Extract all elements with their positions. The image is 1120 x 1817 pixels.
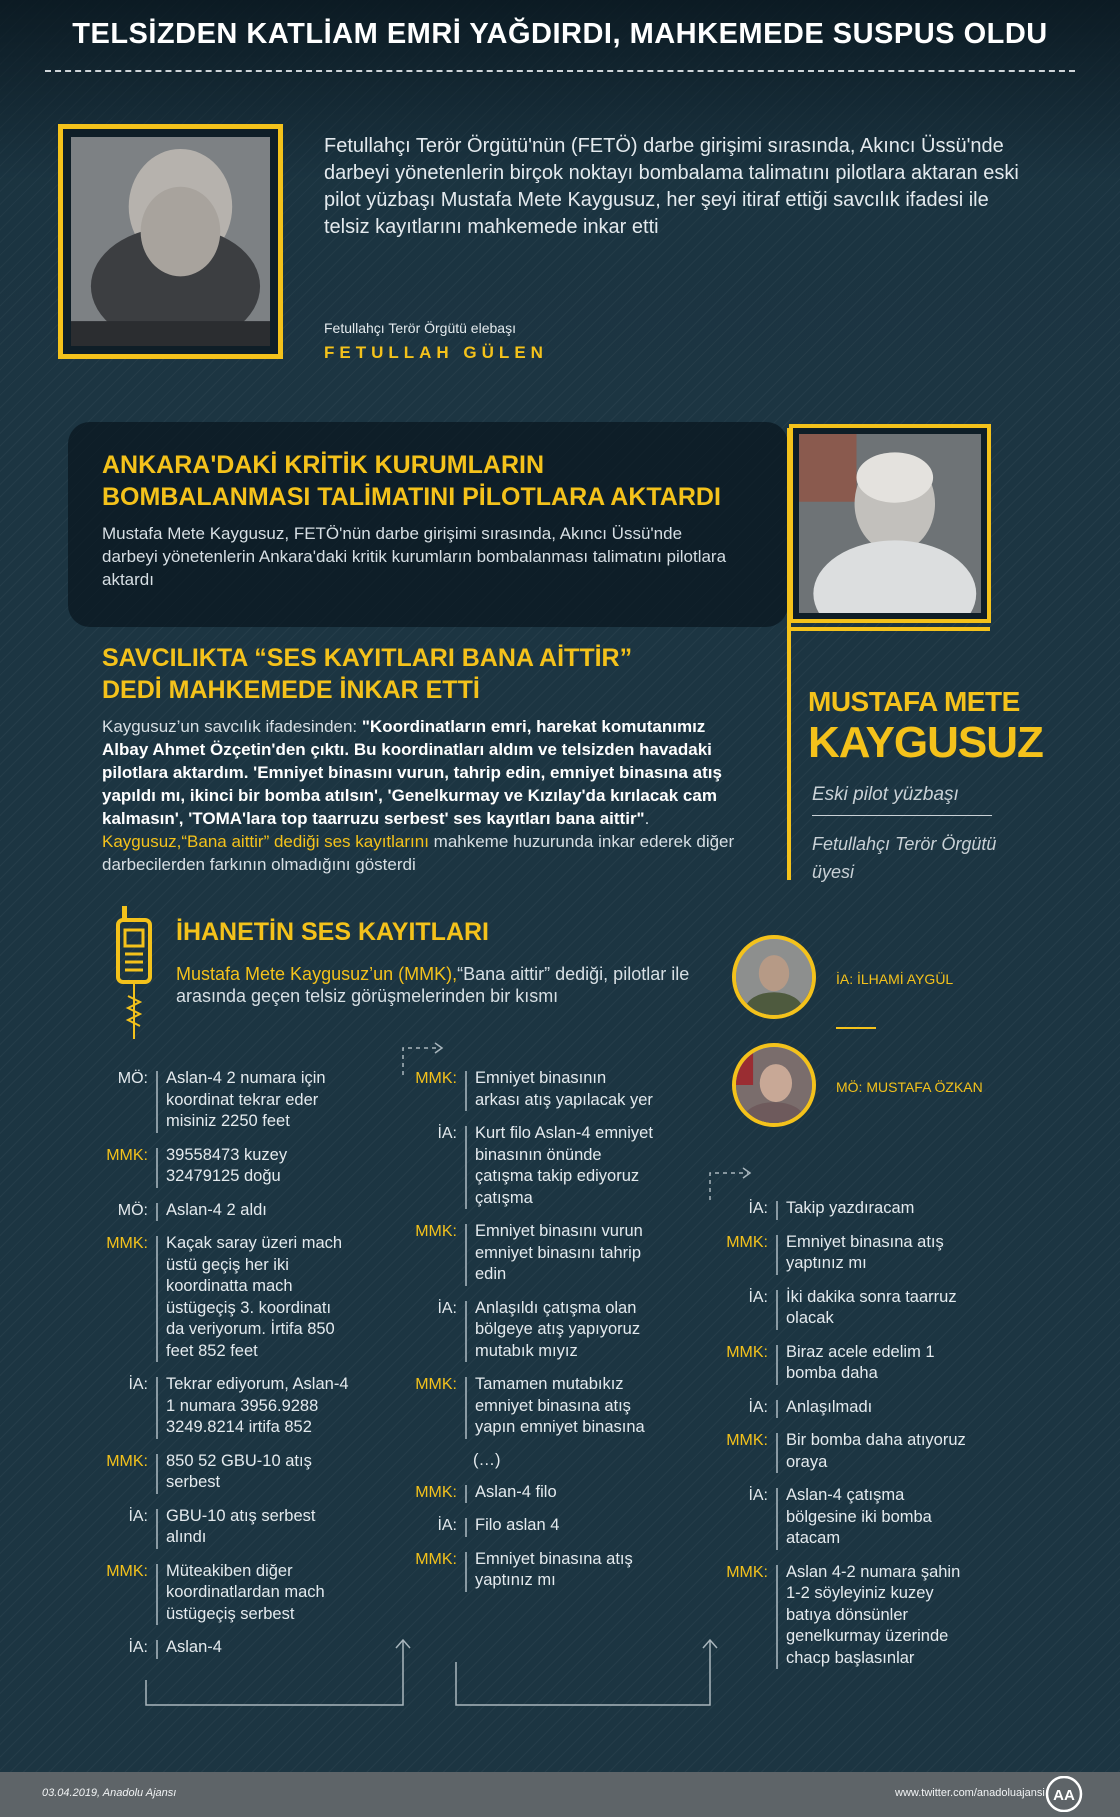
transcript-column-3 xyxy=(726,1198,986,1681)
message-text: Kurt filo Aslan-4 emniyet binasının önünde çatışma takip ediyoruz çatışma xyxy=(475,1124,653,1207)
recordings-subtitle-rest: “Bana aittir” dediği, pilotlar ile arasında geçen telsiz görüşmelerinden bir kısmı xyxy=(176,964,690,1006)
transcript-line xyxy=(726,1232,986,1275)
message-text: Emniyet binasına atış yaptınız mı xyxy=(786,1232,944,1272)
transcript-line xyxy=(415,1068,665,1111)
intro-paragraph: Fetullahçı Terör Örgütü'nün (FETÖ) darbe girişimi sırasında, Akıncı Üssü'nde darbeyi yönetenlerin birçok noktayı bombalama talimatını pilotlara aktaran eski pilot yüzbaşı Mustafa Mete Kaygusuz, her şeyi itiraf ettiği savcılık ifadesi ile telsiz kayıtlarını mahkemede inkar etti xyxy=(324,135,1019,238)
section2-highlight: Kaygusuz,“Bana aittir” dediği ses kayıtlarını xyxy=(102,832,429,851)
speaker-label: MÖ: xyxy=(117,1201,148,1219)
message-text: 39558473 kuzey 32479125 doğu xyxy=(166,1145,288,1185)
message-text: Takip yazdıracam xyxy=(786,1199,915,1217)
message-text: Filo aslan 4 xyxy=(475,1516,560,1534)
transcript-line xyxy=(726,1430,986,1473)
profile-first-name: MUSTAFA METE xyxy=(808,686,1020,717)
footer-twitter-link[interactable]: www.twitter.com/anadoluajansi xyxy=(895,1787,1045,1799)
leader-caption-name: FETULLAH GÜLEN xyxy=(324,343,548,362)
transcript-line xyxy=(106,1374,356,1439)
section2-quote: "Koordinatların emri, harekat komutanımız Albay Ahmet Özçetin'den çıktı. Bu koordinatları aldım ve telsizden havadaki pilotlara aktardım. 'Emniyet binasını vurun, tahrip edin, emniyet binasına atış yapıldı mı, ikinci bir bomba atılsın', 'Genelkurmay ve Kızılay'da kırılacak cam kalmasın', 'TOMA'lara top taarruzu serbest' ses kayıtları bana aittir" xyxy=(102,717,722,828)
svg-text:AA: AA xyxy=(1053,1787,1075,1804)
transcript-ellipsis: (…) xyxy=(473,1450,501,1469)
message-text: Aslan-4 2 aldı xyxy=(166,1200,267,1219)
transcript-line xyxy=(106,1451,356,1494)
speaker-label: MMK: xyxy=(106,1235,148,1252)
transcript-line xyxy=(106,1200,356,1222)
message-text: Tamamen mutabıkız emniyet binasına atış yapın emniyet binasına xyxy=(475,1375,645,1436)
legend-ia: İA: İLHAMİ AYGÜL xyxy=(836,971,954,987)
transcript-line xyxy=(415,1374,665,1439)
transcript-line xyxy=(726,1198,986,1220)
message-text: Aslan-4 çatışma bölgesine iki bomba atacam xyxy=(786,1486,932,1547)
speaker-label: MMK: xyxy=(106,1452,148,1470)
message-text: Aslan-4 xyxy=(166,1638,222,1656)
speaker-label: İA: xyxy=(748,1487,768,1504)
recordings-title: İHANETİN SES KAYITLARI xyxy=(176,918,490,946)
profile-member: Fetullahçı Terör Örgütü üyesi xyxy=(812,834,997,882)
message-text: Bir bomba daha atıyoruz oraya xyxy=(786,1431,966,1471)
speaker-label: MMK: xyxy=(726,1343,768,1361)
transcript-line xyxy=(106,1233,356,1362)
speaker-label: İA: xyxy=(437,1299,457,1317)
message-text: 850 52 GBU-10 atış serbest xyxy=(166,1451,312,1491)
speaker-label: MMK: xyxy=(415,1483,457,1501)
section2-heading: SAVCILIKTA “SES KAYITLARI BANA AİTTİR” DEDİ MAHKEMEDE İNKAR ETTİ xyxy=(102,644,633,704)
footer-date-source: 03.04.2019, Anadolu Ajansı xyxy=(42,1787,177,1799)
speaker-label: İA: xyxy=(748,1200,768,1217)
speaker-label: MMK: xyxy=(106,1562,148,1580)
speaker-label: İA: xyxy=(128,1639,148,1656)
transcript-line xyxy=(726,1485,986,1550)
transcript-line xyxy=(726,1397,986,1419)
transcript-line xyxy=(106,1145,356,1188)
speaker-label: MMK: xyxy=(415,1376,457,1393)
message-text: Müteakiben diğer koordinatlardan mach üstügeçiş serbest xyxy=(166,1561,325,1623)
speaker-label: İA: xyxy=(748,1398,768,1416)
transcript-column-2 xyxy=(415,1068,665,1604)
transcript-line xyxy=(415,1123,665,1209)
transcript-line xyxy=(726,1287,986,1330)
speaker-label: MMK: xyxy=(415,1223,457,1240)
section2-lead: Kaygusuz’un savcılık ifadesinden: xyxy=(102,717,362,736)
speaker-label: MMK: xyxy=(726,1563,768,1581)
speaker-label: İA: xyxy=(748,1288,768,1306)
section2-rest: mahkeme huzurunda inkar ederek diğer darbecilerden farkının olmadığını gösterdi xyxy=(102,832,735,874)
transcript-line xyxy=(415,1482,665,1504)
transcript-line xyxy=(726,1562,986,1670)
section1-text: Mustafa Mete Kaygusuz, FETÖ'nün darbe girişimi sırasında, Akıncı Üssü'nde darbeyi yönetenlerin Ankara'daki kritik kurumların bombalanması talimatını pilotlara aktardı xyxy=(102,524,727,589)
message-text: Emniyet binasına atış yaptınız mı xyxy=(475,1549,633,1589)
speaker-label: İA: xyxy=(437,1125,457,1142)
speaker-label: MMK: xyxy=(415,1550,457,1568)
message-text: Aslan-4 filo xyxy=(475,1482,557,1501)
speaker-label: MMK: xyxy=(106,1146,148,1164)
message-text: Aslan 4-2 numara şahin 1-2 söyleyiniz kuzey batıya dönsünler genelkurmay üzerinde chacp başlasınlar xyxy=(786,1562,961,1667)
recordings-subtitle-lead: Mustafa Mete Kaygusuz’un (MMK), xyxy=(176,964,458,984)
speaker-label: İA: xyxy=(128,1507,148,1525)
speaker-label: MÖ: xyxy=(117,1070,148,1087)
message-text: Anlaşıldı çatışma olan bölgeye atış yapıyoruz mutabık mıyız xyxy=(475,1298,641,1360)
message-text: Emniyet binasının arkası atış yapılacak yer xyxy=(475,1069,653,1109)
message-text: Anlaşılmadı xyxy=(786,1397,873,1416)
transcript-line xyxy=(415,1221,665,1286)
leader-caption-role: Fetullahçı Terör Örgütü elebaşı xyxy=(324,320,516,336)
message-text: GBU-10 atış serbest alındı xyxy=(166,1506,316,1546)
transcript-line xyxy=(106,1637,356,1659)
speaker-label: İA: xyxy=(128,1376,148,1393)
transcript-column-1 xyxy=(106,1068,356,1671)
message-text: Biraz acele edelim 1 bomba daha xyxy=(786,1342,935,1382)
speaker-label: MMK: xyxy=(726,1432,768,1449)
speaker-label: MMK: xyxy=(415,1070,457,1087)
transcript-line xyxy=(415,1515,665,1537)
transcript-line xyxy=(106,1068,356,1133)
transcript-line xyxy=(106,1506,356,1549)
page-title: TELSİZDEN KATLİAM EMRİ YAĞDIRDI, MAHKEMEDE SUSPUS OLDU xyxy=(72,18,1048,50)
transcript-line xyxy=(726,1342,986,1385)
message-text: Aslan-4 2 numara için koordinat tekrar eder misiniz 2250 feet xyxy=(166,1069,326,1130)
section2-period: . xyxy=(644,809,650,828)
profile-role: Eski pilot yüzbaşı xyxy=(812,784,959,805)
speaker-label: İA: xyxy=(437,1517,457,1534)
message-text: İki dakika sonra taarruz olacak xyxy=(786,1287,957,1327)
transcript-line xyxy=(106,1561,356,1626)
legend-mo: MÖ: MUSTAFA ÖZKAN xyxy=(836,1079,983,1095)
message-text: Tekrar ediyorum, Aslan-4 1 numara 3956.9288 3249.8214 irtifa 852 xyxy=(166,1375,349,1436)
section1-heading: ANKARA'DAKİ KRİTİK KURUMLARIN BOMBALANMASI TALİMATINI PİLOTLARA AKTARDI xyxy=(102,451,721,511)
transcript-line xyxy=(415,1298,665,1363)
message-text: Kaçak saray üzeri mach üstü geçiş her iki koordinatta mach üstügeçiş 3. koordinatı da veriyorum. İrtifa 850 feet 852 feet xyxy=(166,1234,343,1360)
transcript-line xyxy=(415,1549,665,1592)
agency-logo xyxy=(1045,1776,1083,1812)
message-text: Emniyet binasını vurun emniyet binasını tahrip edin xyxy=(475,1222,643,1283)
speaker-label: MMK: xyxy=(726,1233,768,1251)
profile-last-name: KAYGUSUZ xyxy=(808,718,1043,767)
